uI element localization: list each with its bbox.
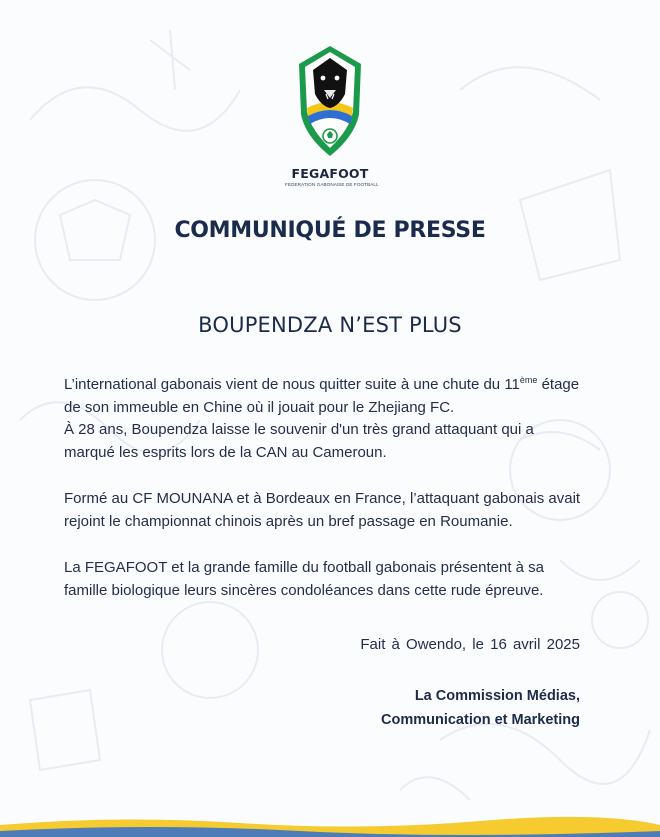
logo-subtitle: FEDERATION GABONAISE DE FOOTBALL bbox=[285, 182, 379, 187]
fegafoot-logo bbox=[285, 44, 379, 187]
paragraph-1-part-2: étage de son immeuble en Chine où il jouait pour le Zhejiang FC. bbox=[64, 376, 580, 416]
paragraph-1-part-3: À 28 ans, Boupendza laisse le souvenir d'un très grand attaquant qui a marqué les esprits lors de la CAN au Cameroun. bbox=[64, 421, 534, 461]
signature-block bbox=[381, 684, 580, 732]
signature-line-1: La Commission Médias, bbox=[414, 688, 580, 704]
signature-line-2: Communication et Marketing bbox=[381, 712, 580, 728]
logo-wordmark: FEGAFOOT bbox=[291, 166, 369, 181]
flag-stripe-footer bbox=[0, 811, 660, 837]
document-heading: COMMUNIQUÉ DE PRESSE bbox=[174, 218, 486, 243]
ordinal-superscript: ème bbox=[519, 375, 538, 385]
document-body bbox=[64, 374, 584, 626]
date-line: Fait à Owendo, le 16 avril 2025 bbox=[360, 636, 580, 653]
document-title: BOUPENDZA N’EST PLUS bbox=[198, 313, 462, 337]
panther-crest-icon bbox=[295, 44, 365, 164]
paragraph-2: Formé au CF MOUNANA et à Bordeaux en France, l’attaquant gabonais avait rejoint le championnat chinois après un bref passage en Roumanie. bbox=[64, 490, 581, 530]
paragraph-1-part-1: L’international gabonais vient de nous quitter suite à une chute du 11 bbox=[64, 376, 520, 393]
paragraph-3: La FEGAFOOT et la grande famille du football gabonais présentent à sa famille biologique leurs sincères condoléances dans cette rude épreuve. bbox=[64, 559, 544, 599]
paragraph-1 bbox=[64, 374, 584, 464]
